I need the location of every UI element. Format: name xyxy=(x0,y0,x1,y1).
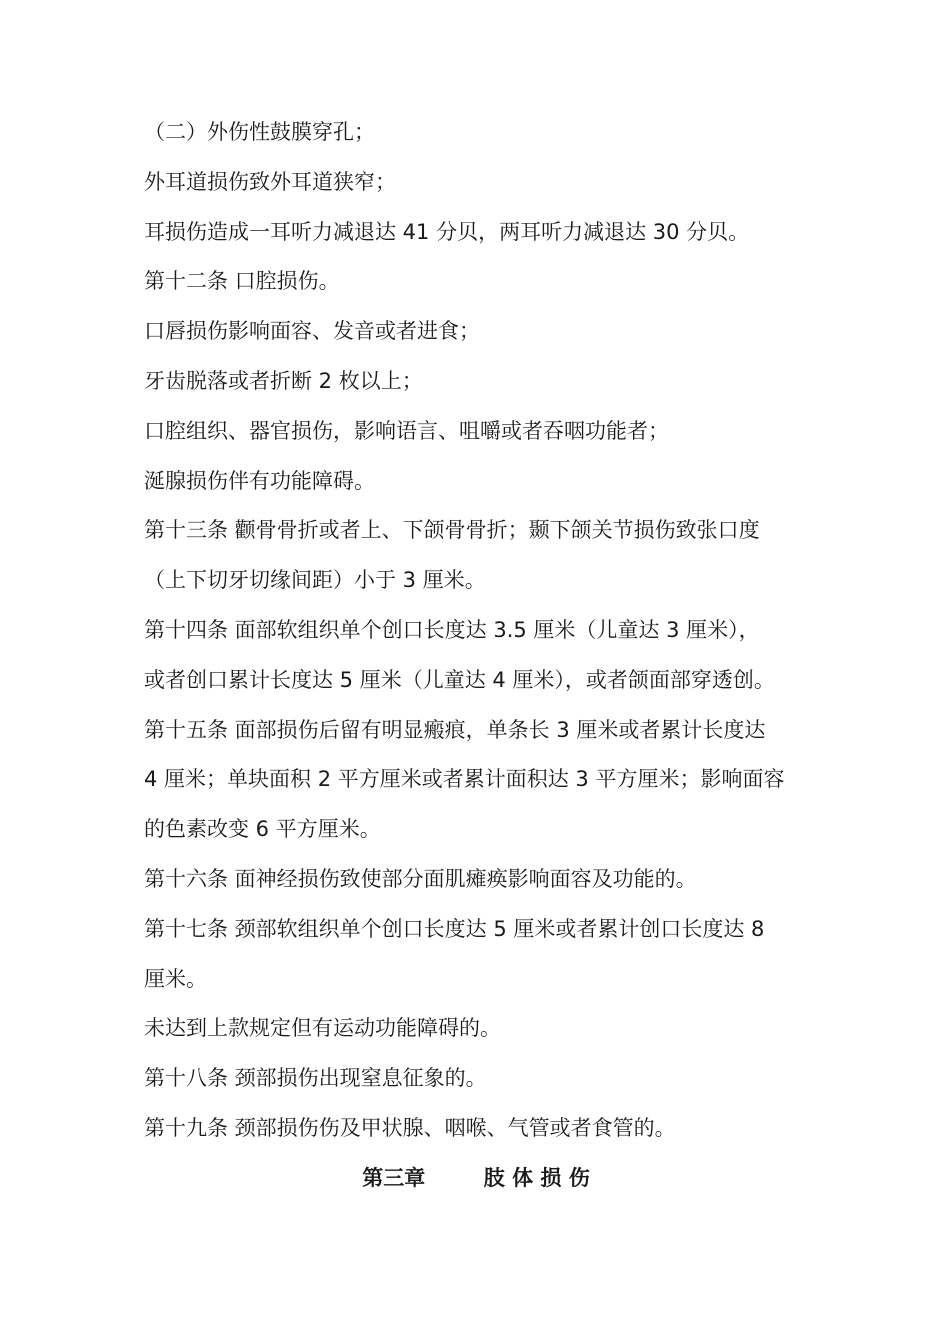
article-17-line: 第十七条 颈部软组织单个创口长度达 5 厘米或者累计创口长度达 8 xyxy=(144,916,765,941)
article-19-line: 第十九条 颈部损伤伤及甲状腺、咽喉、气管或者食管的。 xyxy=(144,1115,676,1140)
paragraph-line: 耳损伤造成一耳听力减退达 41 分贝，两耳听力减退达 30 分贝。 xyxy=(144,219,750,244)
paragraph-line: 未达到上款规定但有运动功能障碍的。 xyxy=(144,1016,501,1041)
article-14-line: 第十四条 面部软组织单个创口长度达 3.5 厘米（儿童达 3 厘米）， xyxy=(144,617,760,642)
paragraph-line: （上下切牙切缘间距）小于 3 厘米。 xyxy=(144,568,486,593)
article-15-line: 第十五条 面部损伤后留有明显瘢痕，单条长 3 厘米或者累计长度达 xyxy=(144,717,766,742)
paragraph-line: 的色素改变 6 平方厘米。 xyxy=(144,817,381,842)
article-18-line: 第十八条 颈部损伤出现窒息征象的。 xyxy=(144,1066,487,1091)
paragraph-line: 牙齿脱落或者折断 2 枚以上； xyxy=(144,368,423,393)
chapter-heading: 第三章 肢 体 损 伤 xyxy=(362,1165,590,1190)
article-12-line: 第十二条 口腔损伤。 xyxy=(144,269,340,294)
document-body xyxy=(144,108,808,1204)
article-16-line: 第十六条 面神经损伤致使部分面肌瘫痪影响面容及功能的。 xyxy=(144,866,697,891)
article-13-line: 第十三条 颧骨骨折或者上、下颌骨骨折；颞下颌关节损伤致张口度 xyxy=(144,518,760,543)
paragraph-line: 4 厘米；单块面积 2 平方厘米或者累计面积达 3 平方厘米；影响面容 xyxy=(144,767,785,792)
paragraph-line: 涎腺损伤伴有功能障碍。 xyxy=(144,468,375,493)
paragraph-line: 口腔组织、器官损伤，影响语言、咀嚼或者吞咽功能者； xyxy=(144,418,669,443)
paragraph-line: 口唇损伤影响面容、发音或者进食； xyxy=(144,319,480,344)
paragraph-line: 厘米。 xyxy=(144,966,207,991)
paragraph-line: 或者创口累计长度达 5 厘米（儿童达 4 厘米），或者颌面部穿透创。 xyxy=(144,667,775,692)
paragraph-line: （二）外伤性鼓膜穿孔； xyxy=(144,120,375,144)
paragraph-line: 外耳道损伤致外耳道狭窄； xyxy=(144,169,396,194)
